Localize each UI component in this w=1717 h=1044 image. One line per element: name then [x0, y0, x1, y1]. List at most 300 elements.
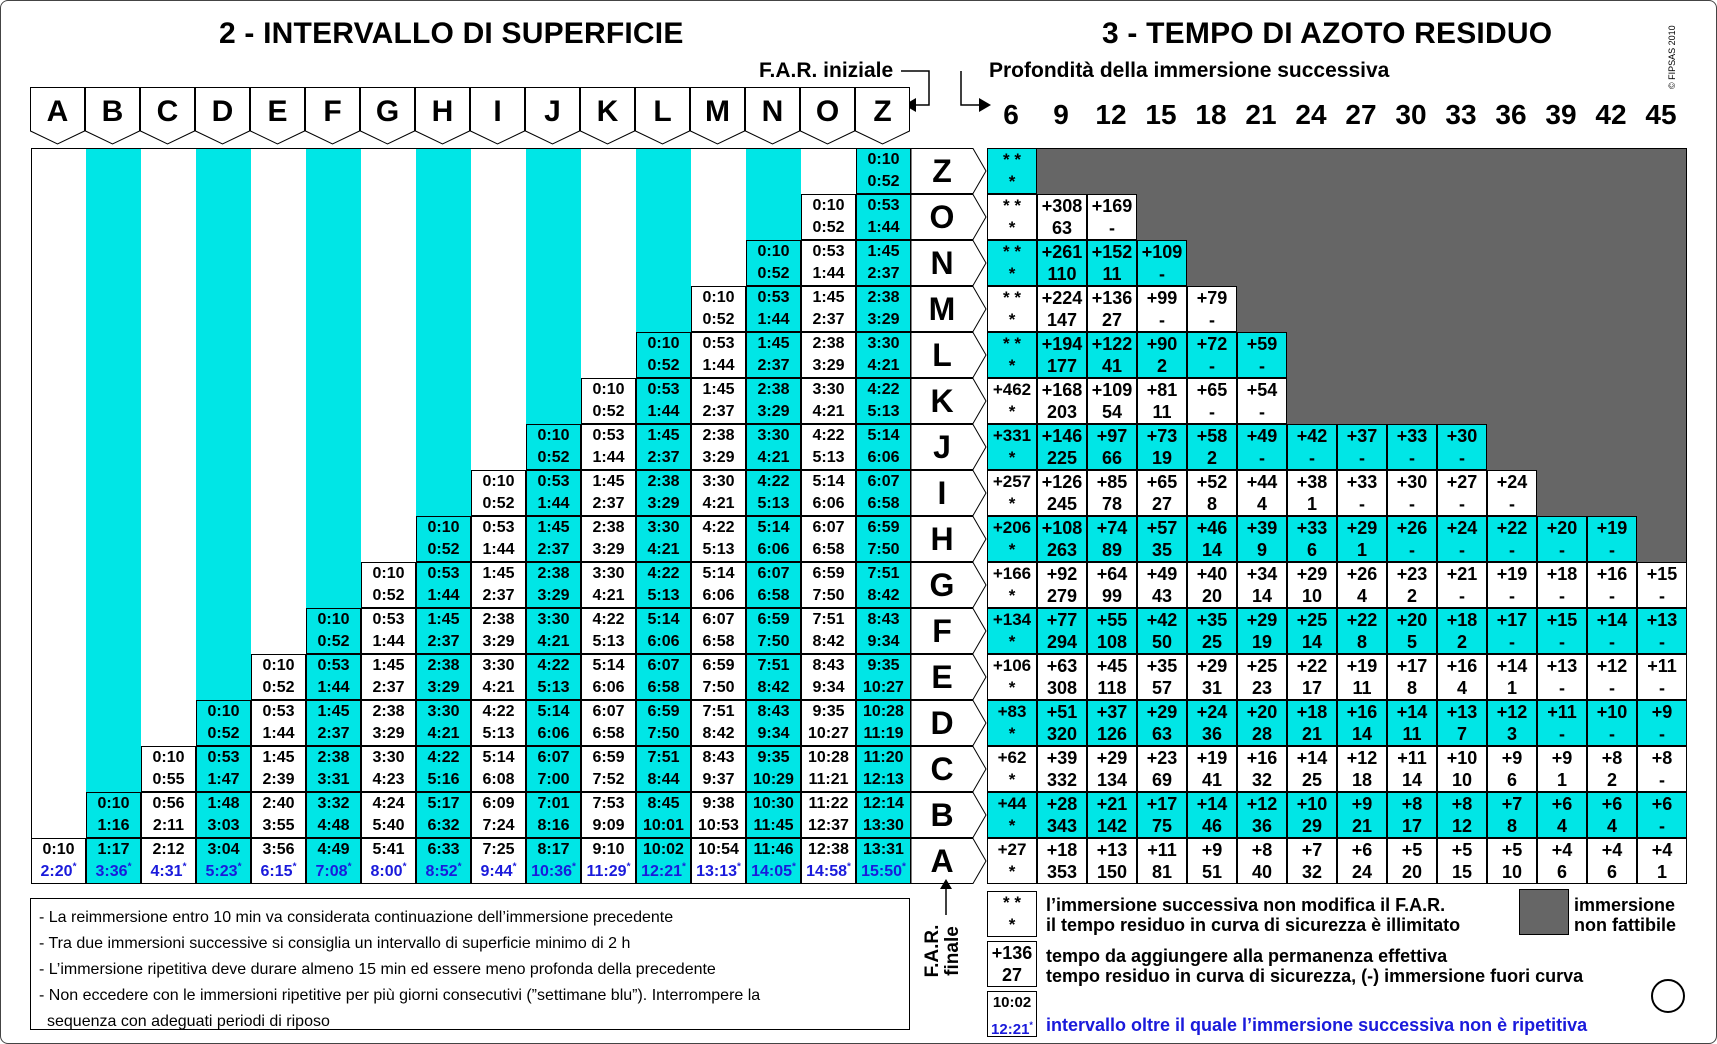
interval-cell: 1:45 2:37	[581, 470, 636, 516]
depth-12: 12	[1095, 99, 1127, 130]
far-iniziale-label: F.A.R. iniziale	[759, 59, 894, 82]
interval-cell: 0:53 1:44	[251, 700, 306, 746]
interval-cell: 1:45 2:37	[856, 240, 911, 286]
residual-cell: +17 8	[1387, 654, 1437, 700]
interval-cell: 0:10 0:52	[416, 516, 471, 562]
interval-cell: 4:24 5:40	[361, 792, 416, 838]
legend-gray-line2: non fattibile	[1574, 915, 1676, 935]
interval-cell: 8:43 9:37	[691, 746, 746, 792]
far-iniziale-letters	[30, 87, 912, 147]
interval-cell: 0:53 1:44	[361, 608, 416, 654]
residual-cell: +17 -	[1487, 608, 1537, 654]
residual-cell: +13 -	[1537, 654, 1587, 700]
legend-example-top: +136	[991, 943, 1033, 963]
final-letter-L	[911, 332, 987, 378]
residual-cell: +25 23	[1237, 654, 1287, 700]
interval-cell: 3:30 4:21	[416, 700, 471, 746]
interval-cell: 6:59 7:50	[801, 562, 856, 608]
residual-cell: +35 25	[1187, 608, 1237, 654]
residual-cell: +5 15	[1437, 838, 1487, 884]
interval-cell: 5:14 6:06	[856, 424, 911, 470]
residual-cell: +73 19	[1137, 424, 1187, 470]
legend-stars-line2: il tempo residuo in curva di sicurezza è illimitato	[1046, 915, 1461, 935]
residual-cell: * * *	[987, 194, 1037, 240]
header-letter-text: D	[211, 95, 234, 128]
residual-cell: +23 2	[1387, 562, 1437, 608]
interval-cell: 2:38 3:29	[361, 700, 416, 746]
interval-cell: 0:10 0:52	[306, 608, 361, 654]
interval-cell: 2:38 3:29	[471, 608, 526, 654]
residual-cell: +29 31	[1187, 654, 1237, 700]
residual-cell: +11 14	[1387, 746, 1437, 792]
interval-cell: 6:33 8:52*	[416, 838, 471, 884]
residual-cell: +30 -	[1387, 470, 1437, 516]
residual-cell: +6 4	[1587, 792, 1637, 838]
residual-cell: +34 14	[1237, 562, 1287, 608]
residual-cell: +29 134	[1087, 746, 1137, 792]
interval-cell: 1:45 2:37	[471, 562, 526, 608]
residual-cell: +25 14	[1287, 608, 1337, 654]
interval-cell: 3:30 4:21	[746, 424, 801, 470]
residual-cell: +108 263	[1037, 516, 1087, 562]
residual-cell: +4 6	[1587, 838, 1637, 884]
residual-cell: +13 150	[1087, 838, 1137, 884]
interval-cell: 7:51 8:42	[691, 700, 746, 746]
interval-cell: 6:07 6:58	[581, 700, 636, 746]
residual-cell: +54 -	[1237, 378, 1287, 424]
residual-cell: +29 1	[1337, 516, 1387, 562]
residual-cell: +8 17	[1387, 792, 1437, 838]
interval-cell: 10:28 11:21	[801, 746, 856, 792]
interval-cell: 8:43 9:34	[856, 608, 911, 654]
header-letter-N	[745, 87, 800, 143]
residual-cell: +109 -	[1137, 240, 1187, 286]
interval-cell: 6:59 7:50	[746, 608, 801, 654]
residual-cell: +152 11	[1087, 240, 1137, 286]
interval-cell: 10:54 13:13*	[691, 838, 746, 884]
residual-cell: +12 3	[1487, 700, 1537, 746]
final-letter-N	[911, 240, 987, 286]
residual-cell: +44 4	[1237, 470, 1287, 516]
residual-cell: +26 -	[1387, 516, 1437, 562]
residual-cell: +6 24	[1337, 838, 1387, 884]
residual-cell: +57 35	[1137, 516, 1187, 562]
depth-21: 21	[1245, 99, 1277, 130]
residual-cell: +11 -	[1637, 654, 1687, 700]
interval-cell: 7:53 9:09	[581, 792, 636, 838]
header-letter-D	[195, 87, 250, 143]
final-letter-text: Z	[932, 153, 952, 189]
note-line: - Non eccedere con le immersioni ripetitive per più giorni consecutivi (”settimane blu”). Interrompere la	[39, 987, 761, 1004]
residual-cell: +77 294	[1037, 608, 1087, 654]
residual-cell: +22 8	[1337, 608, 1387, 654]
residual-cell: +12 36	[1237, 792, 1287, 838]
residual-cell: +51 320	[1037, 700, 1087, 746]
interval-cell: 4:22 5:13	[856, 378, 911, 424]
depth-36: 36	[1495, 99, 1527, 130]
interval-cell: 5:17 6:32	[416, 792, 471, 838]
header-letter-text: A	[46, 95, 69, 128]
residual-cell: +15 -	[1537, 608, 1587, 654]
final-letter-text: D	[930, 705, 954, 741]
interval-cell: 4:22 5:13	[581, 608, 636, 654]
legend-stars-box	[987, 891, 1037, 937]
residual-cell: +39 9	[1237, 516, 1287, 562]
residual-cell: +33 -	[1337, 470, 1387, 516]
interval-cell: 7:25 9:44*	[471, 838, 526, 884]
far-finale-arrow-icon	[939, 879, 953, 915]
interval-cell: 10:30 11:45	[746, 792, 801, 838]
interval-cell: 12:14 13:30	[856, 792, 911, 838]
interval-cell: 3:04 5:23*	[196, 838, 251, 884]
residual-cell: +37 -	[1337, 424, 1387, 470]
interval-cell: 0:53 1:44	[581, 424, 636, 470]
interval-cell: 11:46 14:05*	[746, 838, 801, 884]
residual-cell: +9 -	[1637, 700, 1687, 746]
residual-nitrogen-table	[987, 148, 1687, 882]
interval-cell: 7:51 8:42	[746, 654, 801, 700]
legend-interval-box	[987, 991, 1037, 1037]
residual-cell: +16 14	[1337, 700, 1387, 746]
header-letter-C	[140, 87, 195, 143]
interval-cell: 0:56 2:11	[141, 792, 196, 838]
residual-cell: +18 2	[1437, 608, 1487, 654]
final-letter-B	[911, 792, 987, 838]
residual-cell: +13 7	[1437, 700, 1487, 746]
residual-cell: +166 *	[987, 562, 1037, 608]
residual-cell: +29 19	[1237, 608, 1287, 654]
residual-cell: +14 25	[1287, 746, 1337, 792]
final-letter-text: O	[929, 199, 955, 235]
final-letter-text: L	[932, 337, 952, 373]
residual-cell: +4 1	[1637, 838, 1687, 884]
interval-cell: 5:14 6:06	[801, 470, 856, 516]
final-letter-text: N	[930, 245, 954, 281]
residual-cell: +16 4	[1437, 654, 1487, 700]
residual-cell: +97 66	[1087, 424, 1137, 470]
residual-cell: +14 46	[1187, 792, 1237, 838]
interval-cell: 0:10 0:52	[471, 470, 526, 516]
residual-cell: +27 *	[987, 838, 1037, 884]
interval-cell: 0:53 1:44	[856, 194, 911, 240]
residual-cell: +8 -	[1637, 746, 1687, 792]
interval-cell: 3:30 4:23	[361, 746, 416, 792]
final-letter-text: G	[929, 567, 955, 603]
residual-cell: +12 -	[1587, 654, 1637, 700]
residual-cell: +8 12	[1437, 792, 1487, 838]
final-letter-H	[911, 516, 987, 562]
residual-cell: +6 4	[1537, 792, 1587, 838]
interval-cell: 4:49 7:08*	[306, 838, 361, 884]
interval-cell: 3:30 4:21	[471, 654, 526, 700]
residual-cell: +122 41	[1087, 332, 1137, 378]
residual-cell: +23 69	[1137, 746, 1187, 792]
surface-interval-table	[31, 148, 911, 880]
residual-cell: +20 28	[1237, 700, 1287, 746]
interval-cell: 0:10 0:52	[746, 240, 801, 286]
interval-cell: 0:53 1:44	[636, 378, 691, 424]
residual-cell: +109 54	[1087, 378, 1137, 424]
header-letter-O	[800, 87, 855, 143]
note-line: - L’immersione ripetitiva deve durare almeno 15 min ed essere meno profonda della precedente	[39, 961, 716, 978]
residual-cell: +55 108	[1087, 608, 1137, 654]
interval-cell: 6:59 7:52	[581, 746, 636, 792]
residual-cell: +106 *	[987, 654, 1037, 700]
interval-cell: 0:10 0:52	[526, 424, 581, 470]
residual-cell: +8 2	[1587, 746, 1637, 792]
interval-cell: 9:35 10:29	[746, 746, 801, 792]
residual-cell: +22 -	[1487, 516, 1537, 562]
residual-cell: +28 343	[1037, 792, 1087, 838]
interval-cell: 4:22 5:13	[801, 424, 856, 470]
residual-cell: +44 *	[987, 792, 1037, 838]
final-letter-text: E	[931, 659, 953, 695]
residual-cell: +168 203	[1037, 378, 1087, 424]
residual-cell: +462 *	[987, 378, 1037, 424]
interval-cell: 2:38 3:29	[856, 286, 911, 332]
interval-cell: 4:22 5:13	[636, 562, 691, 608]
interval-cell: 3:30 4:21	[691, 470, 746, 516]
header-letter-text: M	[705, 95, 730, 128]
legend-gray-swatch	[1519, 889, 1569, 935]
residual-cell: +136 27	[1087, 286, 1137, 332]
residual-cell: +90 2	[1137, 332, 1187, 378]
residual-cell: +24 36	[1187, 700, 1237, 746]
legend-interval-line: intervallo oltre il quale l’immersione successiva non è ripetitiva	[1046, 1015, 1588, 1035]
final-letter-text: I	[937, 475, 947, 511]
residual-cell: +16 32	[1237, 746, 1287, 792]
interval-cell: 0:10 0:52	[691, 286, 746, 332]
residual-cell: +92 279	[1037, 562, 1087, 608]
interval-cell: 8:43 9:34	[746, 700, 801, 746]
residual-cell: +10 10	[1437, 746, 1487, 792]
final-letter-Z	[911, 148, 987, 194]
residual-cell: +35 57	[1137, 654, 1187, 700]
residual-cell: +14 1	[1487, 654, 1537, 700]
residual-cell: +42 -	[1287, 424, 1337, 470]
residual-cell: +64 99	[1087, 562, 1137, 608]
residual-cell: +12 18	[1337, 746, 1387, 792]
interval-cell: 1:45 2:37	[416, 608, 471, 654]
residual-cell: * * *	[987, 240, 1037, 286]
interval-cell: 0:10 0:55	[141, 746, 196, 792]
interval-cell: 1:45 2:37	[361, 654, 416, 700]
interval-cell: 2:12 4:31*	[141, 838, 196, 884]
header-letter-I	[470, 87, 525, 143]
legend-example-line2: tempo residuo in curva di sicurezza, (-) immersione fuori curva	[1046, 966, 1584, 986]
residual-cell: +21 -	[1437, 562, 1487, 608]
residual-cell: +49 -	[1237, 424, 1287, 470]
interval-cell: 3:30 4:21	[636, 516, 691, 562]
interval-cell: 8:45 10:01	[636, 792, 691, 838]
residual-cell: +42 50	[1137, 608, 1187, 654]
residual-cell: +27 -	[1437, 470, 1487, 516]
interval-cell: 7:51 8:42	[856, 562, 911, 608]
header-letter-K	[580, 87, 635, 143]
interval-cell: 1:45 2:37	[306, 700, 361, 746]
residual-cell: +261 110	[1037, 240, 1087, 286]
header-letter-G	[360, 87, 415, 143]
header-letter-M	[690, 87, 745, 143]
residual-cell: +83 *	[987, 700, 1037, 746]
interval-cell: 0:10 0:52	[856, 148, 911, 194]
residual-cell: +14 11	[1387, 700, 1437, 746]
interval-cell: 2:38 3:29	[526, 562, 581, 608]
interval-cell: 1:17 3:36*	[86, 838, 141, 884]
final-letter-F	[911, 608, 987, 654]
depth-45: 45	[1645, 99, 1677, 130]
interval-cell: 3:30 4:21	[856, 332, 911, 378]
residual-cell: +63 308	[1037, 654, 1087, 700]
final-letter-text: B	[930, 797, 954, 833]
residual-cell: +4 6	[1537, 838, 1587, 884]
interval-cell: 8:43 9:34	[801, 654, 856, 700]
residual-cell: +19 41	[1187, 746, 1237, 792]
residual-cell: +9 21	[1337, 792, 1387, 838]
legend-gray-line1: immersione	[1574, 895, 1676, 915]
residual-cell: +39 332	[1037, 746, 1087, 792]
interval-cell: 0:53 1:47	[196, 746, 251, 792]
residual-cell: +11 -	[1537, 700, 1587, 746]
residual-cell: +9 1	[1537, 746, 1587, 792]
final-letter-text: H	[930, 521, 954, 557]
interval-cell: 9:38 10:53	[691, 792, 746, 838]
interval-cell: 6:07 6:58	[691, 608, 746, 654]
header-letter-Z	[855, 87, 910, 143]
far-finale-label: F.A.R. finale	[922, 924, 963, 978]
profondita-label: Profondità della immersione successiva	[989, 59, 1390, 82]
final-letter-K	[911, 378, 987, 424]
header-letter-H	[415, 87, 470, 143]
residual-cell: +8 40	[1237, 838, 1287, 884]
interval-cell: 5:14 6:06	[691, 562, 746, 608]
residual-cell: +14 -	[1587, 608, 1637, 654]
depth-39: 39	[1545, 99, 1577, 130]
interval-cell: 4:22 5:13	[471, 700, 526, 746]
header-letter-text: H	[431, 95, 454, 128]
residual-cell: +46 14	[1187, 516, 1237, 562]
residual-cell: +26 4	[1337, 562, 1387, 608]
residual-cell: +6 -	[1637, 792, 1687, 838]
residual-cell: +19 11	[1337, 654, 1387, 700]
residual-cell: +33 -	[1387, 424, 1437, 470]
interval-cell: 0:53 1:44	[306, 654, 361, 700]
interval-cell: 2:38 3:29	[691, 424, 746, 470]
residual-cell: +126 245	[1037, 470, 1087, 516]
note-line: sequenza con adeguati periodi di riposo	[47, 1013, 330, 1030]
interval-cell: 2:38 3:29	[746, 378, 801, 424]
residual-cell: +37 126	[1087, 700, 1137, 746]
header-letter-text: G	[375, 95, 400, 128]
residual-cell: +29 63	[1137, 700, 1187, 746]
residual-cell: +15 -	[1637, 562, 1687, 608]
note-line: - Tra due immersioni successive si consiglia un intervallo di superficie minimo di 2 h	[39, 935, 631, 952]
residual-cell: +18 -	[1537, 562, 1587, 608]
interval-cell: 9:35 10:27	[801, 700, 856, 746]
header-letter-A	[30, 87, 85, 143]
header-letter-text: Z	[873, 95, 892, 128]
residual-cell: +59 -	[1237, 332, 1287, 378]
interval-cell: 3:30 4:21	[526, 608, 581, 654]
residual-cell: +11 81	[1137, 838, 1187, 884]
interval-cell: 6:07 6:58	[801, 516, 856, 562]
header-letter-E	[250, 87, 305, 143]
interval-cell: 4:22 5:13	[746, 470, 801, 516]
residual-cell: +18 353	[1037, 838, 1087, 884]
interval-cell: 12:38 14:58*	[801, 838, 856, 884]
residual-cell: +62 *	[987, 746, 1037, 792]
legend-stars-bottom: *	[1008, 915, 1016, 934]
residual-cell: +33 6	[1287, 516, 1337, 562]
residual-cell: +20 5	[1387, 608, 1437, 654]
residual-cell: +38 1	[1287, 470, 1337, 516]
title-residual-nitrogen: 3 - TEMPO DI AZOTO RESIDUO	[1102, 17, 1553, 50]
header-letter-text: F	[323, 95, 342, 128]
interval-cell: 2:38 3:29	[636, 470, 691, 516]
residual-cell: +134 *	[987, 608, 1037, 654]
interval-cell: 2:38 3:29	[801, 332, 856, 378]
residual-cell: +146 225	[1037, 424, 1087, 470]
legend-stars-line1: l’immersione successiva non modifica il F.A.R.	[1046, 895, 1446, 915]
residual-cell: +9 6	[1487, 746, 1537, 792]
interval-cell: 6:09 7:24	[471, 792, 526, 838]
depth-6: 6	[1003, 99, 1019, 130]
residual-cell: +13 -	[1637, 608, 1687, 654]
interval-cell: 3:30 4:21	[801, 378, 856, 424]
interval-cell: 6:07 7:00	[526, 746, 581, 792]
residual-cell: +24 -	[1487, 470, 1537, 516]
interval-cell: 7:51 8:44	[636, 746, 691, 792]
legend-example-bottom: 27	[1001, 965, 1023, 985]
header-letter-text: B	[101, 95, 124, 128]
circle-icon	[1651, 979, 1685, 1013]
interval-cell: 0:10 0:52	[581, 378, 636, 424]
column-stripe	[86, 149, 141, 869]
interval-cell: 4:22 5:16	[416, 746, 471, 792]
depth-15: 15	[1145, 99, 1177, 130]
interval-cell: 2:38 3:31	[306, 746, 361, 792]
interval-cell: 6:59 7:50	[691, 654, 746, 700]
depth-42: 42	[1595, 99, 1627, 130]
interval-cell: 1:45 2:37	[526, 516, 581, 562]
depth-30: 30	[1395, 99, 1427, 130]
interval-cell: 0:53 1:44	[416, 562, 471, 608]
interval-cell: 4:22 5:13	[526, 654, 581, 700]
residual-cell: +19 -	[1487, 562, 1537, 608]
residual-cell: +40 20	[1187, 562, 1237, 608]
final-letter-text: C	[930, 751, 954, 787]
interval-cell: 3:56 6:15*	[251, 838, 306, 884]
final-letter-G	[911, 562, 987, 608]
interval-cell: 7:51 8:42	[801, 608, 856, 654]
residual-cell: +18 21	[1287, 700, 1337, 746]
interval-cell: 0:53 1:44	[746, 286, 801, 332]
residual-cell: +194 177	[1037, 332, 1087, 378]
residual-cell: +52 8	[1187, 470, 1237, 516]
interval-cell: 5:14 6:06	[581, 654, 636, 700]
header-letter-text: K	[596, 95, 619, 128]
interval-cell: 4:22 5:13	[691, 516, 746, 562]
residual-cell: +257 *	[987, 470, 1037, 516]
interval-cell: 0:10 0:52	[361, 562, 416, 608]
interval-cell: 1:45 2:37	[691, 378, 746, 424]
final-letter-text: M	[928, 291, 956, 327]
header-letter-L	[635, 87, 690, 143]
legend-interval-top: 10:02	[992, 994, 1032, 1011]
residual-cell: +7 32	[1287, 838, 1337, 884]
interval-cell: 10:02 12:21*	[636, 838, 691, 884]
residual-cell: +22 17	[1287, 654, 1337, 700]
